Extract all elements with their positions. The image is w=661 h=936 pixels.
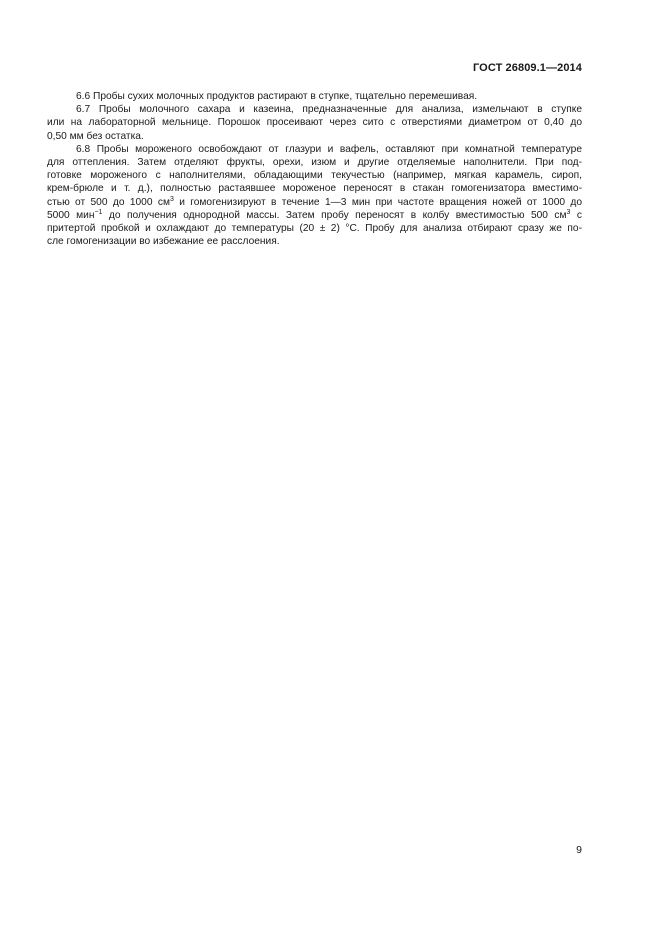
paragraph-line: 0,50 мм без остатка.	[47, 130, 144, 142]
standard-code-header: ГОСТ 26809.1—2014	[472, 62, 582, 74]
paragraph-line	[47, 209, 582, 222]
document-body	[47, 90, 582, 248]
text-fragment: с	[570, 209, 582, 221]
paragraph-line: готовке мороженого с наполнителями, обладающими текучестью (например, мягкая карамель, сироп,	[47, 170, 582, 182]
paragraph-6-7	[47, 103, 582, 143]
paragraph-line: 6.8 Пробы мороженого освобождают от глазури и вафель, оставляют при комнатной температуре	[76, 143, 582, 155]
paragraph-line: 6.6 Пробы сухих молочных продуктов растирают в ступке, тщательно перемешивая.	[76, 91, 478, 102]
paragraph-6-6	[47, 90, 582, 103]
paragraph-line: сле гомогенизации во избежание ее расслоения.	[47, 236, 280, 248]
text-fragment: и гомогенизируют в течение 1—3 мин при частоте вращения ножей от 1000 до	[173, 196, 582, 208]
superscript: −1	[94, 208, 103, 216]
text-fragment: 5000 мин	[47, 209, 95, 221]
paragraph-line: 6.7 Пробы молочного сахара и казеина, предназначенные для анализа, измельчают в ступке	[76, 104, 582, 116]
superscript: 3	[566, 208, 571, 216]
text-fragment: до получения однородной массы. Затем пробу переносят в колбу вместимостью 500 см	[102, 209, 567, 221]
paragraph-line	[47, 196, 582, 209]
text-fragment: стью от 500 до 1000 см	[47, 196, 170, 208]
paragraph-line: или на лабораторной мельнице. Порошок просеивают через сито с отверстиями диаметром от 0,40 до	[47, 117, 582, 129]
paragraph-line: притертой пробкой и охлаждают до температуры (20 ± 2) °С. Пробу для анализа отбирают сразу же по-	[47, 223, 582, 235]
paragraph-6-8	[47, 143, 582, 249]
page-number: 9	[576, 844, 582, 856]
paragraph-line: крем-брюле и т. д.), полностью растаявшее мороженое переносят в стакан гомогенизатора вместимо-	[47, 183, 582, 195]
superscript: 3	[169, 195, 174, 203]
paragraph-line: для оттепления. Затем отделяют фрукты, орехи, изюм и другие отделяемые наполнители. При под-	[47, 157, 582, 169]
